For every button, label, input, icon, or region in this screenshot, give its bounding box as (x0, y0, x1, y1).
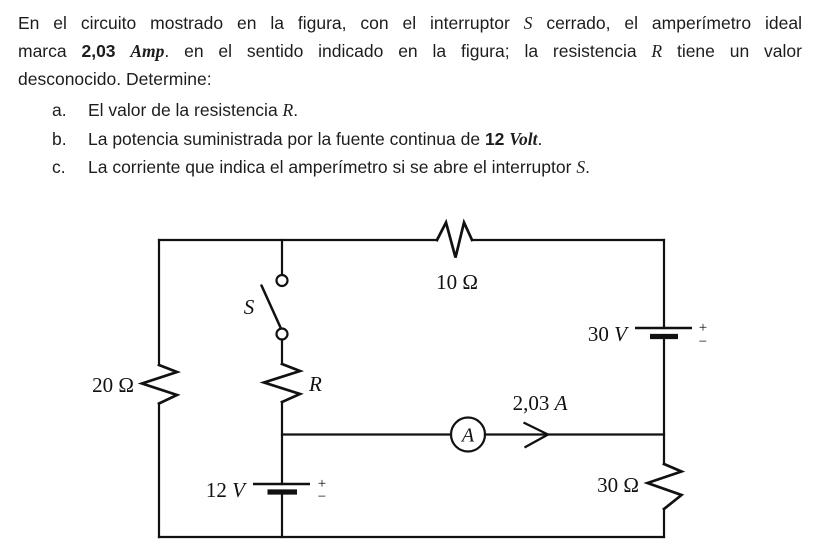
switch-symbol-inline: S (523, 13, 533, 33)
current-label (513, 391, 568, 415)
switch-contact-top (277, 275, 288, 286)
switch-label: S (243, 295, 255, 319)
battery-12v-plus-sign: + (317, 476, 327, 492)
resistor-20ohm (142, 365, 177, 404)
current-unit: A (554, 391, 568, 415)
switch-contact-bottom (277, 329, 288, 340)
text-segment: tiene un valor (662, 41, 802, 61)
text-segment: marca (18, 41, 82, 61)
battery-12v-label (206, 478, 247, 502)
text-segment: La corriente que indica el amperímetro si se abre el interruptor (88, 157, 577, 177)
text-segment: En el circuito mostrado en la figura, con el interruptor (18, 13, 524, 33)
resistor-10ohm-label: 10 Ω (436, 270, 478, 294)
battery-12v-unit: V (232, 478, 245, 502)
resistor-R (264, 364, 300, 402)
battery-30v-unit: V (614, 322, 627, 346)
battery-30v-value: 30 (587, 322, 615, 346)
text-segment: Volt (509, 128, 538, 149)
switch-blade (262, 286, 281, 328)
item-marker: c. (52, 157, 66, 177)
resistance-symbol-inline: R (651, 41, 663, 61)
battery-12v-value: 12 (205, 478, 233, 502)
text-segment: . en el sentido indicado en la figura; la resistencia (164, 41, 652, 61)
battery-30v-plus-sign: + (698, 320, 708, 336)
resistor-R-label: R (309, 372, 322, 396)
current-value: 2,03 (512, 391, 555, 415)
text-segment: . (537, 128, 543, 149)
resistor-10ohm (437, 223, 472, 258)
text-segment: cerrado, el amperímetro ideal (532, 13, 802, 33)
current-value-inline: 2,03 (81, 41, 131, 61)
resistor-20ohm-label: 20 Ω (92, 373, 134, 397)
text-segment: S (576, 157, 586, 177)
resistor-30ohm (648, 464, 682, 509)
ammeter-letter: A (461, 424, 475, 447)
text-segment: La potencia suministrada por la fuente continua de (88, 128, 485, 149)
battery-30v-label (588, 322, 629, 346)
item-marker: a. (52, 100, 67, 120)
battery-12v-minus-sign: − (317, 489, 327, 505)
text-segment: R (282, 100, 294, 120)
text-segment: . (293, 100, 299, 120)
text-segment: . (585, 157, 590, 177)
resistor-30ohm-label: 30 Ω (597, 473, 639, 497)
text-segment: 12 (484, 128, 510, 149)
battery-30v-minus-sign: − (698, 334, 708, 350)
current-unit-inline: Amp (130, 41, 165, 61)
text-segment: desconocido. Determine: (18, 69, 212, 89)
text-segment: El valor de la resistencia (88, 100, 283, 120)
item-marker: b. (52, 128, 67, 149)
